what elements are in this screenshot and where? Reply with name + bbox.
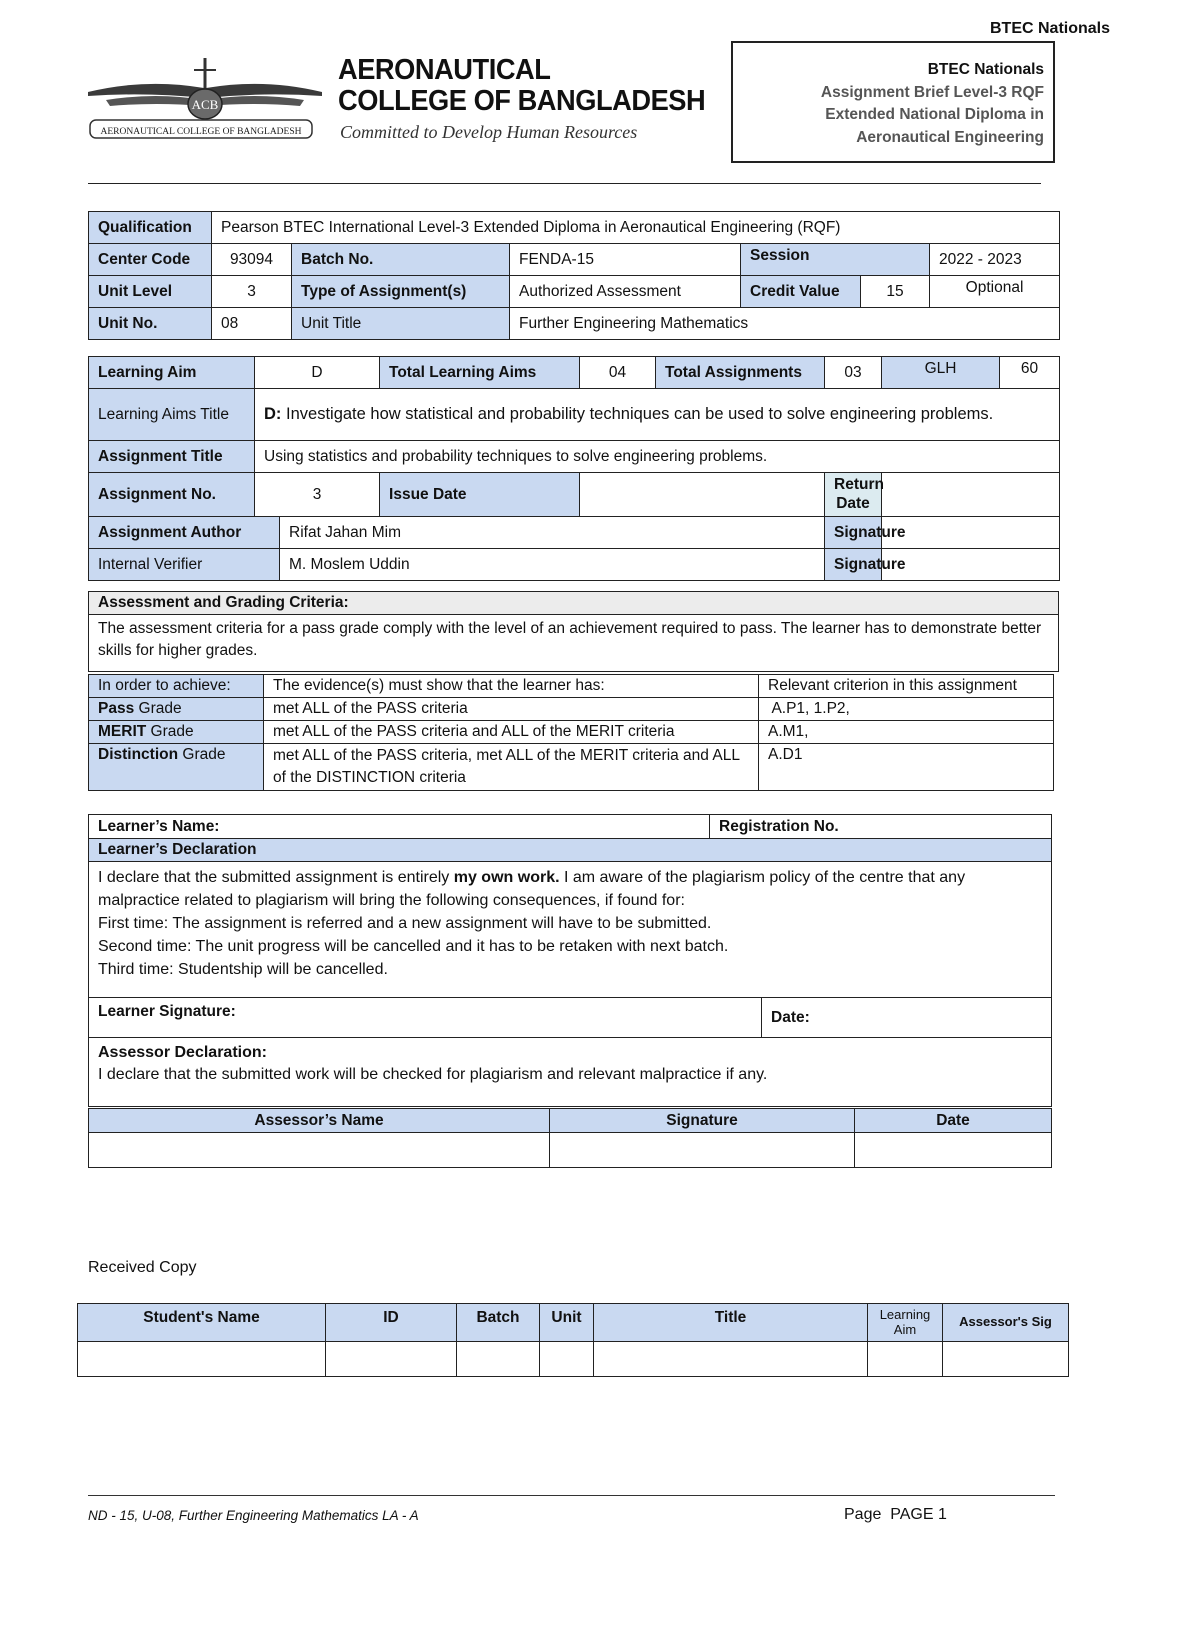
received-col-assessor-sig: Assessor's Sig [943,1304,1069,1342]
brief-box: BTEC Nationals Assignment Brief Level-3 RQF Extended National Diploma in Aeronautical Engineering [731,41,1055,163]
grade-row-criterion: A.M1, [759,721,1054,744]
author-signature-value [882,516,1060,548]
assessor-declaration: Assessor Declaration: I declare that the submitted work will be checked for plagiarism and relevant malpractice if any. [89,1038,1052,1107]
received-col-learning-aim: Learning Aim [868,1304,943,1342]
grade-row-criterion: A.P1, 1.P2, [759,698,1054,721]
received-col-id: ID [326,1304,457,1342]
declaration-table [88,814,1052,1107]
received-cell [943,1342,1069,1377]
assessor-date-cell [855,1133,1052,1168]
registration-label: Registration No. [710,815,1052,839]
optional-label: Optional [930,276,1060,308]
author-signature-label: Signature [825,516,882,548]
verifier-signature-label: Signature [825,548,882,580]
type-label: Type of Assignment(s) [292,276,510,308]
grade-col-achieve: In order to achieve: [89,675,264,698]
learning-aim-value: D [255,357,380,389]
assessor-name-header: Assessor’s Name [89,1109,550,1133]
grade-row-evidence: met ALL of the PASS criteria, met ALL of the MERIT criteria and ALL of the DISTINCTION criteria [264,744,759,791]
qualification-table [88,211,1060,340]
received-cell [868,1342,943,1377]
aims-title-value: D: Investigate how statistical and probability techniques can be used to solve engineering problems. [255,389,1060,441]
unit-no-label: Unit No. [89,308,212,340]
received-cell [540,1342,594,1377]
assignment-title-value: Using statistics and probability techniques to solve engineering problems. [255,441,1060,473]
footer-page: Page PAGE 1 [844,1506,947,1523]
learning-aim-table [88,356,1060,581]
grade-row-criterion: A.D1 [759,744,1054,791]
total-assignments-value: 03 [825,357,882,389]
college-logo [86,58,326,150]
batch-value: FENDA-15 [510,244,741,276]
received-cell [457,1342,540,1377]
assignment-title-label: Assignment Title [89,441,255,473]
assignment-no-value: 3 [255,473,380,517]
verifier-value: M. Moslem Uddin [280,548,825,580]
received-copy-label: Received Copy [88,1259,197,1276]
unit-title-label: Unit Title [292,308,510,340]
verifier-signature-value [882,548,1060,580]
issue-date-label: Issue Date [380,473,580,517]
grade-row-label: MERIT Grade [89,721,264,744]
unit-level-value: 3 [212,276,292,308]
received-col-unit: Unit [540,1304,594,1342]
total-aims-value: 04 [580,357,656,389]
author-value: Rifat Jahan Mim [280,516,825,548]
credit-label: Credit Value [741,276,861,308]
grade-col-criterion: Relevant criterion in this assignment [759,675,1054,698]
unit-title-value: Further Engineering Mathematics [510,308,1060,340]
learner-declaration-title: Learner’s Declaration [89,839,1052,862]
grade-col-evidence: The evidence(s) must show that the learner has: [264,675,759,698]
college-name: AERONAUTICAL COLLEGE OF BANGLADESH [338,54,706,117]
total-assignments-label: Total Assignments [656,357,825,389]
glh-label: GLH [882,357,1000,389]
return-date-value [882,473,1060,517]
assessor-signature-header: Signature [550,1109,855,1133]
criteria-description: The assessment criteria for a pass grade comply with the level of an achievement required to pass. The learner has to demonstrate better skills for higher grades. [89,615,1059,672]
received-cell [594,1342,868,1377]
learner-signature-label: Learner Signature: [89,998,762,1038]
received-col-batch: Batch [457,1304,540,1342]
verifier-label: Internal Verifier [89,548,280,580]
credit-value: 15 [861,276,930,308]
received-copy-table [77,1303,1069,1377]
total-aims-label: Total Learning Aims [380,357,580,389]
svg-text:ACB: ACB [191,97,219,112]
type-value: Authorized Assessment [510,276,741,308]
grade-row-evidence: met ALL of the PASS criteria and ALL of the MERIT criteria [264,721,759,744]
assessor-date-header: Date [855,1109,1052,1133]
center-code-value: 93094 [212,244,292,276]
aims-title-label: Learning Aims Title [89,389,255,441]
grading-criteria-box [88,591,1059,672]
grade-row-label: Pass Grade [89,698,264,721]
assessor-name-cell [89,1133,550,1168]
unit-no-value: 08 [212,308,292,340]
assessor-signature-cell [550,1133,855,1168]
grade-row-label: Distinction Grade [89,744,264,791]
grade-table [88,674,1054,791]
issue-date-value [580,473,825,517]
received-col-title: Title [594,1304,868,1342]
session-label: Session [741,244,930,276]
footer-divider [88,1495,1055,1496]
learner-declaration-text: I declare that the submitted assignment is entirely my own work. I am aware of the plagiarism policy of the centre that any malpractice related to plagiarism will bring the following consequences, if found for: First time: The assignment is referred and a new assignment will have to be submitted. Second time: The unit progress will be cancelled and it has to be retaken with next batch. Third time: Studentship will be cancelled. [89,862,1052,998]
received-cell [78,1342,326,1377]
center-code-label: Center Code [89,244,212,276]
assignment-no-label: Assignment No. [89,473,255,517]
criteria-title: Assessment and Grading Criteria: [89,592,1059,615]
qualification-label: Qualification [89,212,212,244]
qualification-value: Pearson BTEC International Level-3 Extended Diploma in Aeronautical Engineering (RQF) [212,212,1060,244]
header-divider [88,183,1041,184]
assessor-table [88,1108,1052,1168]
grade-row-evidence: met ALL of the PASS criteria [264,698,759,721]
learner-date-label: Date: [762,998,1052,1038]
unit-level-label: Unit Level [89,276,212,308]
svg-text:AERONAUTICAL COLLEGE OF BANGLA: AERONAUTICAL COLLEGE OF BANGLADESH [100,127,302,137]
return-date-label: Return Date [825,473,882,517]
learning-aim-label: Learning Aim [89,357,255,389]
corner-label: BTEC Nationals [990,20,1111,37]
session-value: 2022 - 2023 [930,244,1060,276]
received-cell [326,1342,457,1377]
batch-label: Batch No. [292,244,510,276]
author-label: Assignment Author [89,516,280,548]
glh-value: 60 [1000,357,1060,389]
footer-left: ND - 15, U-08, Further Engineering Mathematics LA - A [88,1508,419,1523]
received-col-name: Student's Name [78,1304,326,1342]
college-motto: Committed to Develop Human Resources [340,122,638,142]
learner-name-label: Learner’s Name: [89,815,710,839]
